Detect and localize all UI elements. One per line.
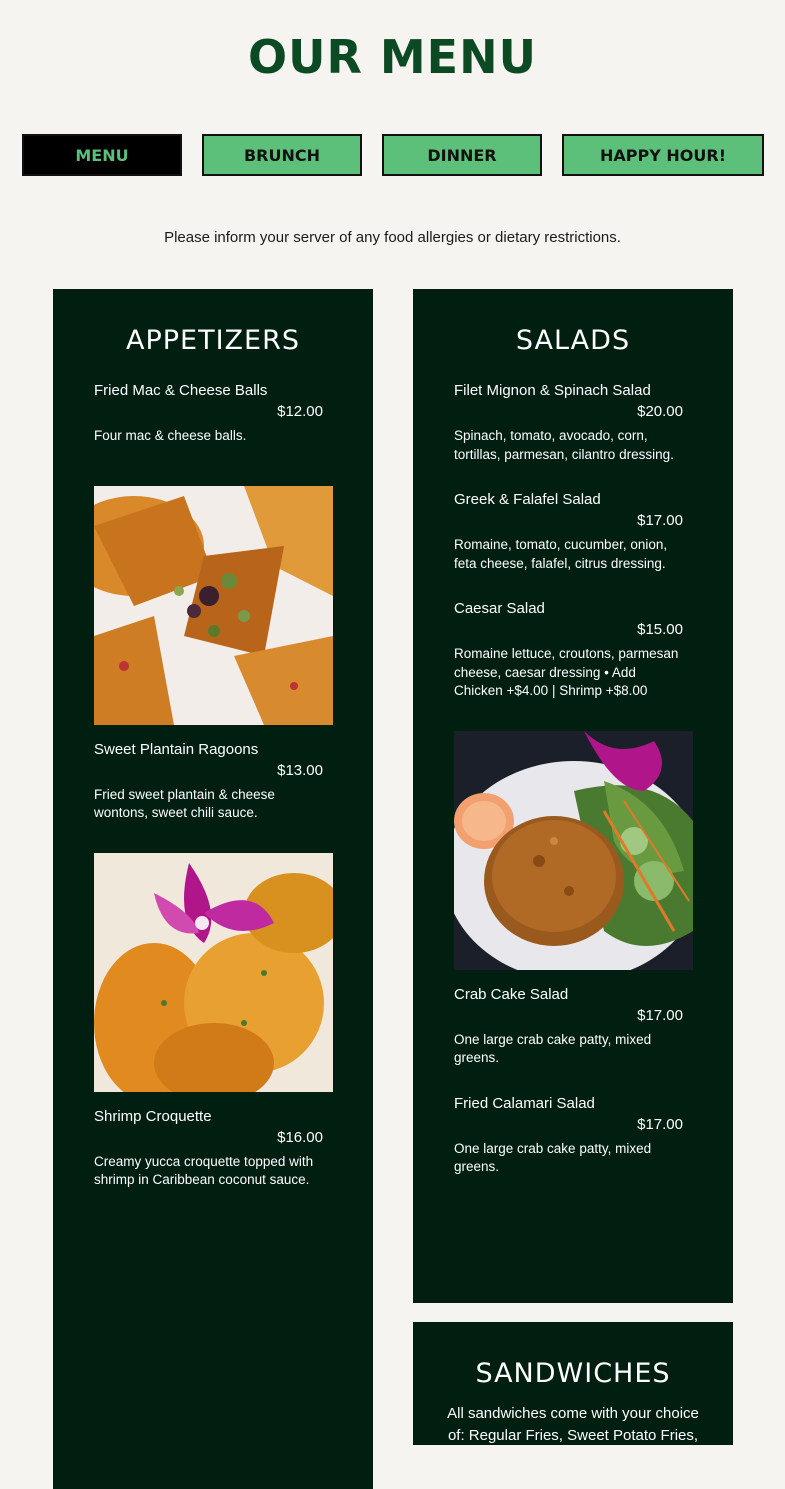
item-price: $13.00 — [277, 761, 323, 779]
tab-dinner[interactable]: DINNER — [382, 134, 542, 176]
item-name: Filet Mignon & Spinach Salad — [454, 382, 651, 399]
menu-item — [94, 741, 323, 823]
menu-item — [454, 1095, 683, 1177]
item-name: Greek & Falafel Salad — [454, 491, 601, 508]
sandwiches-note: All sandwiches come with your choice of: Regular Fries, Sweet Potato Fries, — [447, 1405, 699, 1444]
sandwiches-panel — [413, 1322, 733, 1445]
allergy-notice: Please inform your server of any food allergies or dietary restrictions. — [164, 229, 621, 246]
item-name: Caesar Salad — [454, 600, 545, 617]
menu-item — [454, 986, 683, 1068]
item-price: $20.00 — [637, 403, 683, 420]
item-name: Fried Mac & Cheese Balls — [94, 382, 268, 399]
item-description: One large crab cake patty, mixed greens. — [454, 1140, 652, 1174]
menu-item — [454, 491, 683, 573]
sandwiches-title: SANDWICHES — [475, 1358, 671, 1389]
page-title: OUR MENU — [248, 30, 537, 84]
item-description: Creamy yucca croquette topped with shrimp in Caribbean coconut sauce. — [94, 1153, 314, 1187]
wontons-photo — [94, 486, 333, 725]
item-description: Spinach, tomato, avocado, corn, tortillas, parmesan, cilantro dressing. — [454, 428, 674, 462]
crab-cake-photo — [454, 731, 693, 970]
tab-brunch[interactable]: BRUNCH — [202, 134, 362, 176]
menu-item — [454, 600, 683, 701]
item-price: $17.00 — [637, 512, 683, 529]
menu-item — [94, 382, 323, 446]
appetizers-title: APPETIZERS — [125, 325, 300, 356]
tab-menu[interactable]: MENU — [22, 134, 182, 176]
item-price: $12.00 — [277, 403, 323, 420]
salads-title: SALADS — [515, 325, 631, 356]
item-name: Fried Calamari Salad — [454, 1094, 595, 1112]
item-description: One large crab cake patty, mixed greens. — [454, 1031, 652, 1065]
item-description: Romaine, tomato, cucumber, onion, feta cheese, falafel, citrus dressing. — [454, 537, 668, 571]
item-description: Four mac & cheese balls. — [94, 428, 247, 443]
item-price: $16.00 — [277, 1128, 323, 1146]
menu-item — [94, 1108, 323, 1190]
item-price: $17.00 — [637, 1006, 683, 1024]
item-description: Fried sweet plantain & cheese wontons, sweet chili sauce. — [94, 786, 275, 820]
menu-item — [454, 382, 683, 464]
shrimp-photo — [94, 853, 333, 1092]
salads-panel — [413, 289, 733, 1303]
item-name: Crab Cake Salad — [454, 985, 569, 1003]
item-name: Shrimp Croquette — [94, 1107, 212, 1125]
appetizers-panel — [53, 289, 373, 1489]
item-description: Romaine lettuce, croutons, parmesan cheese, caesar dressing • Add Chicken +$4.00 | Shrimp +$8.00 — [454, 646, 679, 698]
item-price: $15.00 — [637, 621, 683, 638]
tab-happy-hour[interactable]: HAPPY HOUR! — [562, 134, 764, 176]
item-price: $17.00 — [637, 1115, 683, 1133]
item-name: Sweet Plantain Ragoons — [94, 740, 259, 758]
